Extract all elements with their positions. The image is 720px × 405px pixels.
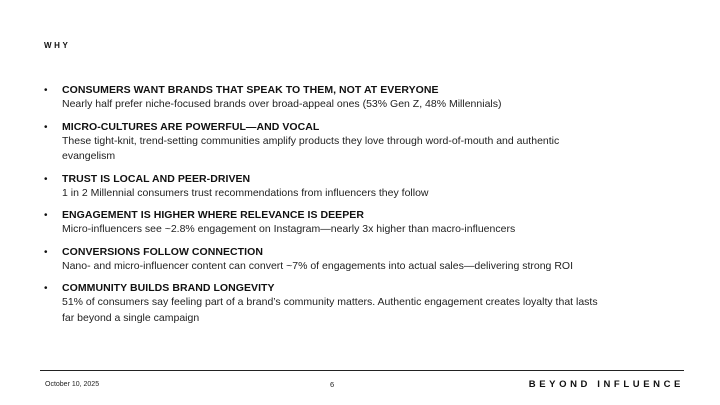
bullet-item xyxy=(44,208,604,238)
bullet-item xyxy=(44,120,604,165)
bullet-heading: CONSUMERS WANT BRANDS THAT SPEAK TO THEM, NOT AT EVERYONE xyxy=(62,84,439,96)
bullet-item xyxy=(44,281,604,326)
bullet-item xyxy=(44,172,604,202)
bullet-heading: MICRO-CULTURES ARE POWERFUL—AND VOCAL xyxy=(62,120,320,133)
bullet-dot-icon: • xyxy=(44,121,48,133)
footer-date: October 10, 2025 xyxy=(45,381,100,388)
bullet-body: Micro-influencers see ~2.8% engagement on Instagram—nearly 3x higher than macro-influencers xyxy=(62,223,516,235)
bullet-item xyxy=(44,83,604,113)
brand-wordmark: BEYOND INFLUENCE xyxy=(528,379,684,390)
bullet-body: Nearly half prefer niche-focused brands over broad-appeal ones (53% Gen Z, 48% Millennials) xyxy=(62,98,502,110)
bullet-body: Nano- and micro-influencer content can convert ~7% of engagements into actual sales—delivering strong ROI xyxy=(62,259,573,272)
bullet-dot-icon: • xyxy=(44,210,48,221)
section-label: WHY xyxy=(44,41,71,50)
bullet-dot-icon: • xyxy=(44,85,48,96)
bullet-heading: ENGAGEMENT IS HIGHER WHERE RELEVANCE IS DEEPER xyxy=(62,209,364,221)
bullet-heading: COMMUNITY BUILDS BRAND LONGEVITY xyxy=(62,282,275,294)
page-number: 6 xyxy=(330,380,335,389)
bullet-dot-icon: • xyxy=(44,246,48,258)
bullet-dot-icon: • xyxy=(44,283,48,294)
bullet-body: 51% of consumers say feeling part of a brand’s community matters. Authentic engagement creates loyalty that lasts far beyond a single campaign xyxy=(62,296,598,324)
bullet-heading: TRUST IS LOCAL AND PEER-DRIVEN xyxy=(62,172,251,185)
footer-divider xyxy=(40,370,684,371)
bullet-body: These tight-knit, trend-setting communities amplify products they love through word-of-mouth and authentic evangelism xyxy=(62,134,560,162)
bullet-body: 1 in 2 Millennial consumers trust recommendations from influencers they follow xyxy=(62,186,429,199)
bullet-dot-icon: • xyxy=(44,173,48,185)
bullet-list xyxy=(44,83,604,333)
bullet-heading: CONVERSIONS FOLLOW CONNECTION xyxy=(62,245,263,258)
bullet-item xyxy=(44,245,604,275)
